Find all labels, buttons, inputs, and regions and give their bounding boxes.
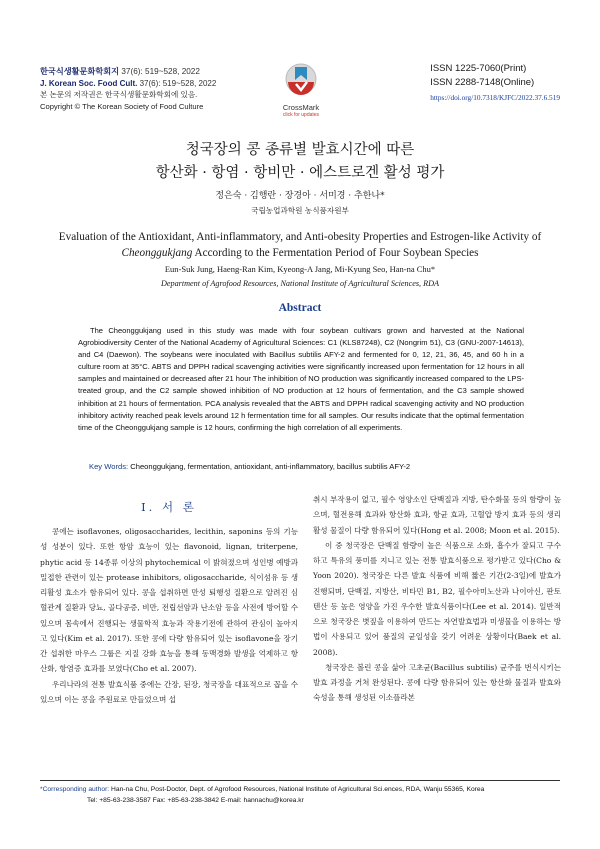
- authors-en: Eun-Suk Jung, Haeng-Ran Kim, Kyeong-A Jang, Mi-Kyung Seo, Han-na Chu*: [164, 264, 436, 274]
- title-ko-line-2: 항산화 · 항염 · 항비만 · 에스트로겐 활성 평가: [155, 165, 445, 181]
- crossmark-badge[interactable]: [270, 62, 332, 118]
- affiliation-ko: 국립농업과학원 농식품자원부: [251, 206, 349, 215]
- paragraph: 청국장은 볼린 콩을 삶아 고초균(Bacillus subtilis) 균주를 번식시키는 발효 과정을 거쳐 완성된다. 콩에 다량 함유되어 있는 항산화 물질과 발효와 숙성을 통해 생성된 이소플라본: [313, 662, 561, 703]
- issn-online: ISSN 2288-7148(Online): [430, 77, 535, 88]
- title-en-part-2: According to the Fermentation Period of Four Soybean Species: [192, 247, 479, 259]
- journal-volume-ko: 37(6): 519~528, 2022: [121, 67, 200, 76]
- footnote-line-1: Han-na Chu, Post-Doctor, Dept. of Agrofood Resources, National Institute of Agricultural Sci.ences, RDA, Wanju 55365, Korea: [111, 786, 485, 793]
- keywords-text: Cheonggukjang, fermentation, antioxidant, anti-inflammatory, bacillus subtilis AFY-2: [130, 462, 411, 471]
- keywords-label: Key Words:: [89, 462, 129, 471]
- footnote-divider: [40, 780, 560, 781]
- journal-header: [40, 66, 216, 112]
- footnote-label: *Corresponding author:: [40, 786, 110, 793]
- title-en-part-1: Evaluation of the Antioxidant, Anti-inflammatory, and Anti-obesity Properties and Estrogen-like Activity of: [58, 231, 542, 243]
- paragraph: 취시 부작용이 없고, 필수 영양소인 단백질과 지방, 탄수화물 등의 함량이 높으며, 혈전용해 효과와 항산화 효과, 항균 효과, 고혈압 방지 효과 등의 생리활성 물질이 다량 함유되어 있다(Hong et al. 2008; Moon et al. 2015).: [313, 495, 561, 535]
- journal-volume-en: 37(6): 519~528, 2022: [139, 78, 217, 88]
- issn-print: ISSN 1225-7060(Print): [430, 63, 527, 74]
- paragraph: 콩에는 isoflavones, oligosaccharides, lecithin, saponins 등의 기능성 성분이 있다. 또한 항암 효능이 있는 flavonoid, lignan, triterpene, phytic acid 등 14종류 이상의 phytochemical 이 밝혀졌으며 성인병 예방과 밀접한 관련이 있는 protease inhibitors, oligosaccharide, 식이섬유 등 생리활성 효소가 함유되어 있다. 콩을 섭취하면 만성 퇴행성 질환으로 알려진 심혈관계 질환과 당뇨, 골다공증, 비만, 전립선암과 난소암 등을 사전에 방어할 수 있으며 몸속에서 진행되는 생물학적 효능과 작용기전에 관하여 관심이 높아지고 있다(Kim et al. 2017). 또한 콩에 다량 함유되어 있는 isoflavone을 장기간 섭취한 마우스 그룹은 지질 강화 효능을 통해 동맥경화 발생을 억제하고 항산화, 항염증 효과를 보였다(Cho et al. 2007).: [40, 527, 298, 674]
- crossmark-icon: [284, 62, 318, 98]
- crossmark-sublabel: click for updates: [282, 112, 320, 118]
- title-en-italic: Cheonggukjang: [121, 247, 193, 259]
- body-column-right: [313, 492, 561, 706]
- journal-name-ko: 한국식생활문화학회지: [40, 67, 120, 76]
- doi-link[interactable]: https://doi.org/10.7318/KJFC/2022.37.6.519: [430, 93, 560, 102]
- journal-name-en: J. Korean Soc. Food Cult.: [40, 78, 138, 88]
- title-ko-line-1: 청국장의 콩 종류별 발효시간에 따른: [185, 142, 415, 158]
- body-column-left: [40, 524, 298, 707]
- paragraph: 우리나라의 전통 발효식품 중에는 간장, 된장, 청국장을 대표적으로 꼽을 수 있으며 이는 콩을 주원료로 만들었으며 섭: [40, 679, 298, 704]
- title-en: [44, 229, 556, 261]
- abstract-heading: Abstract: [278, 302, 322, 314]
- issn-block: [430, 62, 560, 102]
- crossmark-label: CrossMark: [282, 103, 320, 112]
- abstract-text: The Cheonggukjang used in this study was made with four soybean cultivars grown and harvested at the National Agrobiodiversity Center of the National Academy of Agricultural Sciences: C1 (KLS87248), C2 (Nongrim 51), C3 (GNU-2007-14613), and C4 (Daewon). The soybeans were inoculated with Bacillus subtilis AFY-2 and fermented for 0, 12, 21, 36, 45, and 60 h in a culture room at 35°C. ABTS and DPPH radical scavenging activities were significantly increased upon fermentation for 12 hours in all samples and maintained or decreased after 21 hour The inhibition of NO production was significantly increased compared to the LPS-treated group, and the C2 sample showed inhibition of NO production at 12 hours of fermentation, and the C3 sample showed inhibition at 21 hours of fermentation. PCA analysis revealed that the ABTS and DPPH radical scavenging activity and NO production inhibitory activity reached peak levels around 12 h fermentation time for all samples. Our results indicate that the optimal fermentation time of the Cheonggukjang sample is 12 hours, confirming the high correlation of all experiments.: [78, 326, 524, 432]
- copyright-en: Copyright © The Korean Society of Food Culture: [40, 101, 204, 111]
- keywords: [89, 462, 410, 471]
- section-heading-introduction: Ⅰ. 서 론: [141, 500, 197, 514]
- affiliation-en: Department of Agrofood Resources, National Institute of Agricultural Sciences, RDA: [160, 279, 440, 288]
- title-ko: [0, 139, 600, 185]
- copyright-ko: 본 논문의 저작권은 한국식생활문화학회에 있음.: [40, 90, 198, 99]
- paragraph: 이 중 청국장은 단백질 함량이 높은 식품으로 소화, 흡수가 잘되고 구수하고 특유의 풍미를 지니고 있는 전통 발효식품으로 평가받고 있다(Cho & Yoon 2020). 청국장은 다른 발효 식품에 비해 짧은 기간(2-3일)에 발효가 진행되며, 단백질, 지방산, 비타민 B1, B2, 필수아미노산과 나이아신, 판토텐산 등 높은 영양을 가진 우수한 발효식품이다(Lee et al. 2014). 일반적으로 청국장은 볏짚을 이용하여 만드는 자연발효법과 미생물을 이용하는 방법이 사용되고 있어 품질의 균일성을 갖기 어려운 상황이다(Baek et al. 2008).: [313, 540, 561, 657]
- corresponding-author-footnote: [40, 785, 570, 806]
- footnote-line-2: Tel: +85-63-238-3587 Fax: +85-63-238-3842 E-mail: hannachu@korea.kr: [87, 796, 304, 804]
- authors-ko: 정은숙 · 김행란 · 장경아 · 서미경 · 추한나*: [215, 191, 385, 201]
